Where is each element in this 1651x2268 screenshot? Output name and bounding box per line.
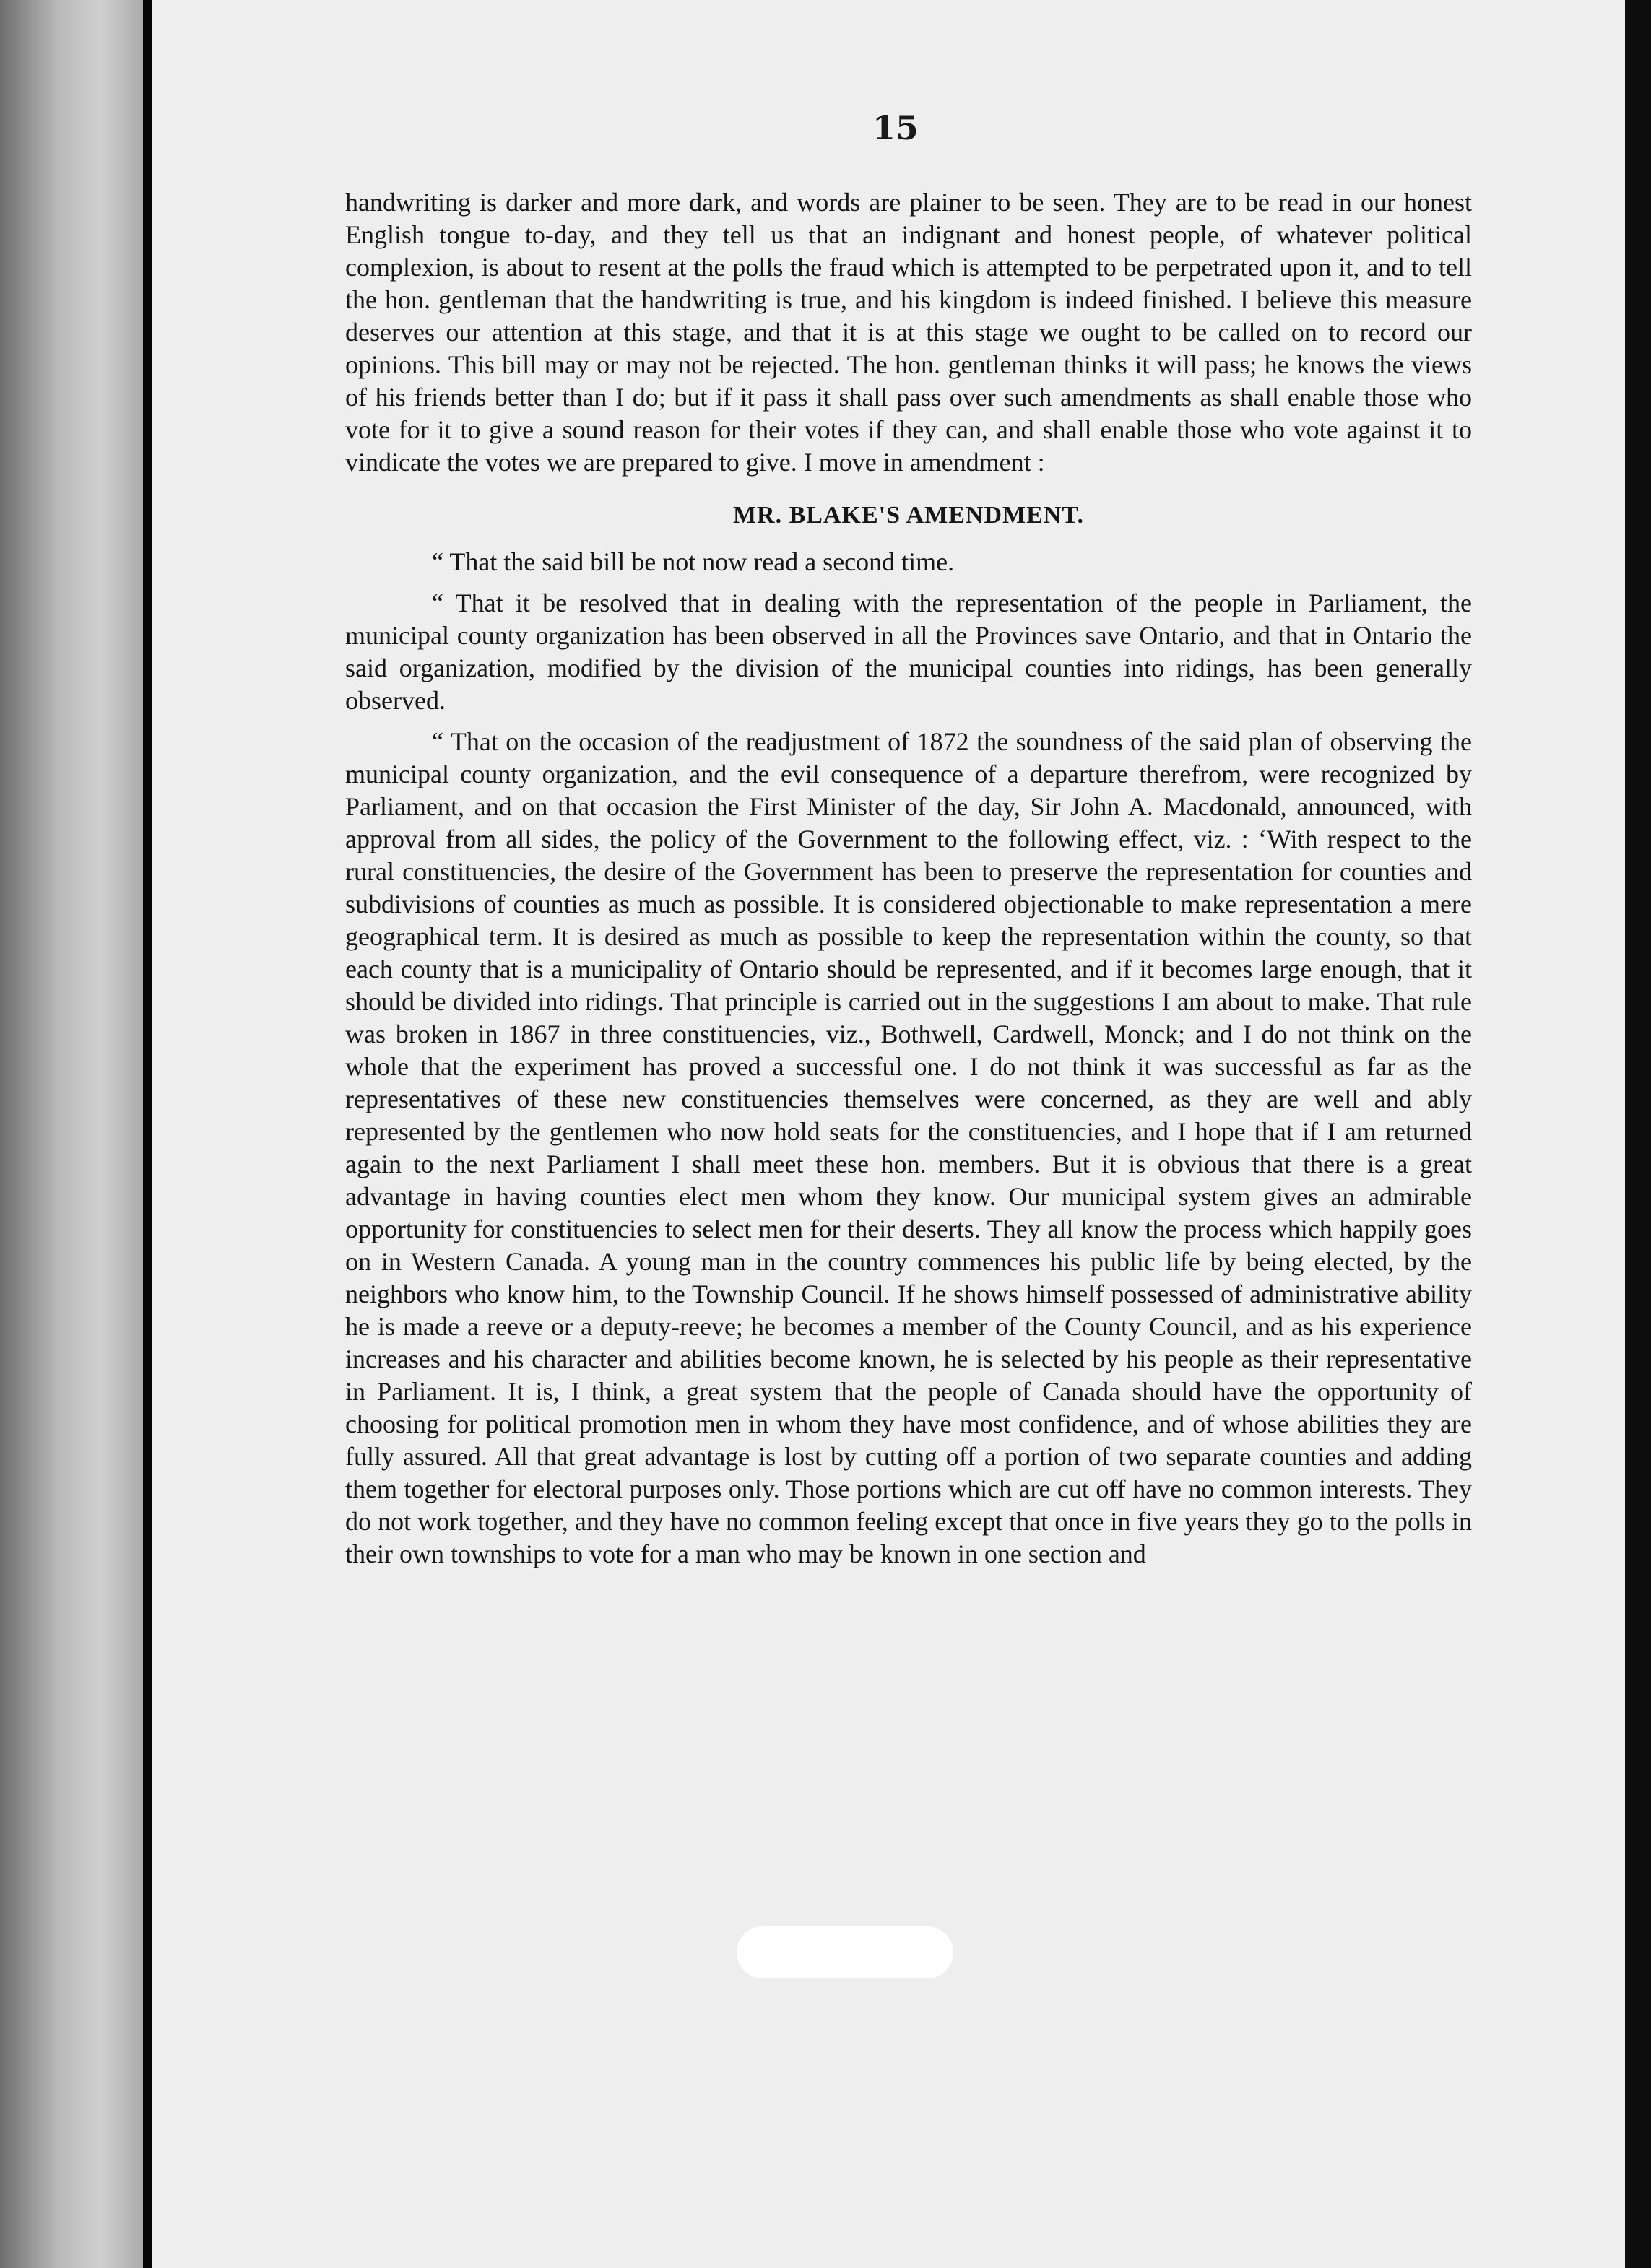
amendment-paragraph: “ That it be resolved that in dealing with the representation of the people in Parliament, the municipal county organization has been observed in all the Provinces save Ontario, and that in Ontario the said organization, modified by the division of the municipal counties into ridings, has been generally observed. [345,588,1472,715]
book-gutter [143,0,152,2268]
amendment-paragraph: “ That the said bill be not now read a second time. [432,547,955,576]
intro-paragraph: handwriting is darker and more dark, and words are plainer to be seen. They are to be read in our honest English tongue to-day, and they tell us that an indignant and honest people, of whatever political complexion, is about to resent at the polls the fraud which is attempted to be perpetrated upon it, and to tell the hon. gentleman that the handwriting is true, and his kingdom is indeed finished. I believe this measure deserves our attention at this stage, and that it is at this stage we ought to be called on to record our opinions. This bill may or may not be rejected. The hon. gentleman thinks it will pass; he knows the views of his friends better than I do; but if it pass it shall pass over such amendments as shall enable those who vote for it to give a sound reason for their votes if they can, and shall enable those who vote against it to vindicate the votes we are prepared to give. I move in amendment : [345,188,1472,477]
facing-page-edge [0,0,144,2268]
scan-border [1625,0,1651,2268]
amendment-heading: MR. BLAKE'S AMENDMENT. [732,502,1085,529]
body-text [345,186,1472,1579]
amendment-paragraph: “ That on the occasion of the readjustment of 1872 the soundness of the said plan of observing the municipal county organization, and the evil consequence of a departure therefrom, were recognized by Parliament, and on that occasion the First Minister of the day, Sir John A. Macdonald, announced, with approval from all sides, the policy of the Government to the following effect, viz. : ‘With respect to the rural constituencies, the desire of the Government has been to preserve the representation for counties and subdivisions of counties as much as possible. It is considered objectionable to make representation a mere geographical term. It is desired as much as possible to keep the representation within the county, so that each county that is a municipality of Ontario should be represented, and if it becomes large enough, that it should be divided into ridings. That principle is carried out in the suggestions I am about to make. That rule was broken in 1867 in three constituencies, viz., Bothwell, Cardwell, Monck; and I do not think on the whole that the experiment has proved a successful one. I do not think it was successful as far as the representatives of these new constituencies themselves were concerned, as they are well and ably represented by the gentlemen who now hold seats for the constituencies, and I hope that if I am returned again to the next Parliament I shall meet these hon. members. But it is obvious that there is a great advantage in having counties elect men whom they know. Our municipal system gives an admirable opportunity for constituencies to select men for their deserts. They all know the process which happily goes on in Western Canada. A young man in the country commences his public life by being elected, by the neighbors who know him, to the Township Council. If he shows himself possessed of administrative ability he is made a reeve or a deputy-reeve; he becomes a member of the County Council, and as his experience increases and his character and abilities become known, he is selected by his people as their representative in Parliament. It is, I think, a great system that the people of Canada should have the opportunity of choosing for political promotion men in whom they have most confidence, and of whose abilities they are fully assured. All that great advantage is lost by cutting off a portion of two separate counties and adding them together for electoral purposes only. Those portions which are cut off have no common interests. They do not work together, and they have no common feeling except that once in five years they go to the polls in their own townships to vote for a man who may be known in one section and [345,727,1472,1568]
paper-damage-blot [737,1926,953,1978]
page-number: 15 [872,108,919,147]
